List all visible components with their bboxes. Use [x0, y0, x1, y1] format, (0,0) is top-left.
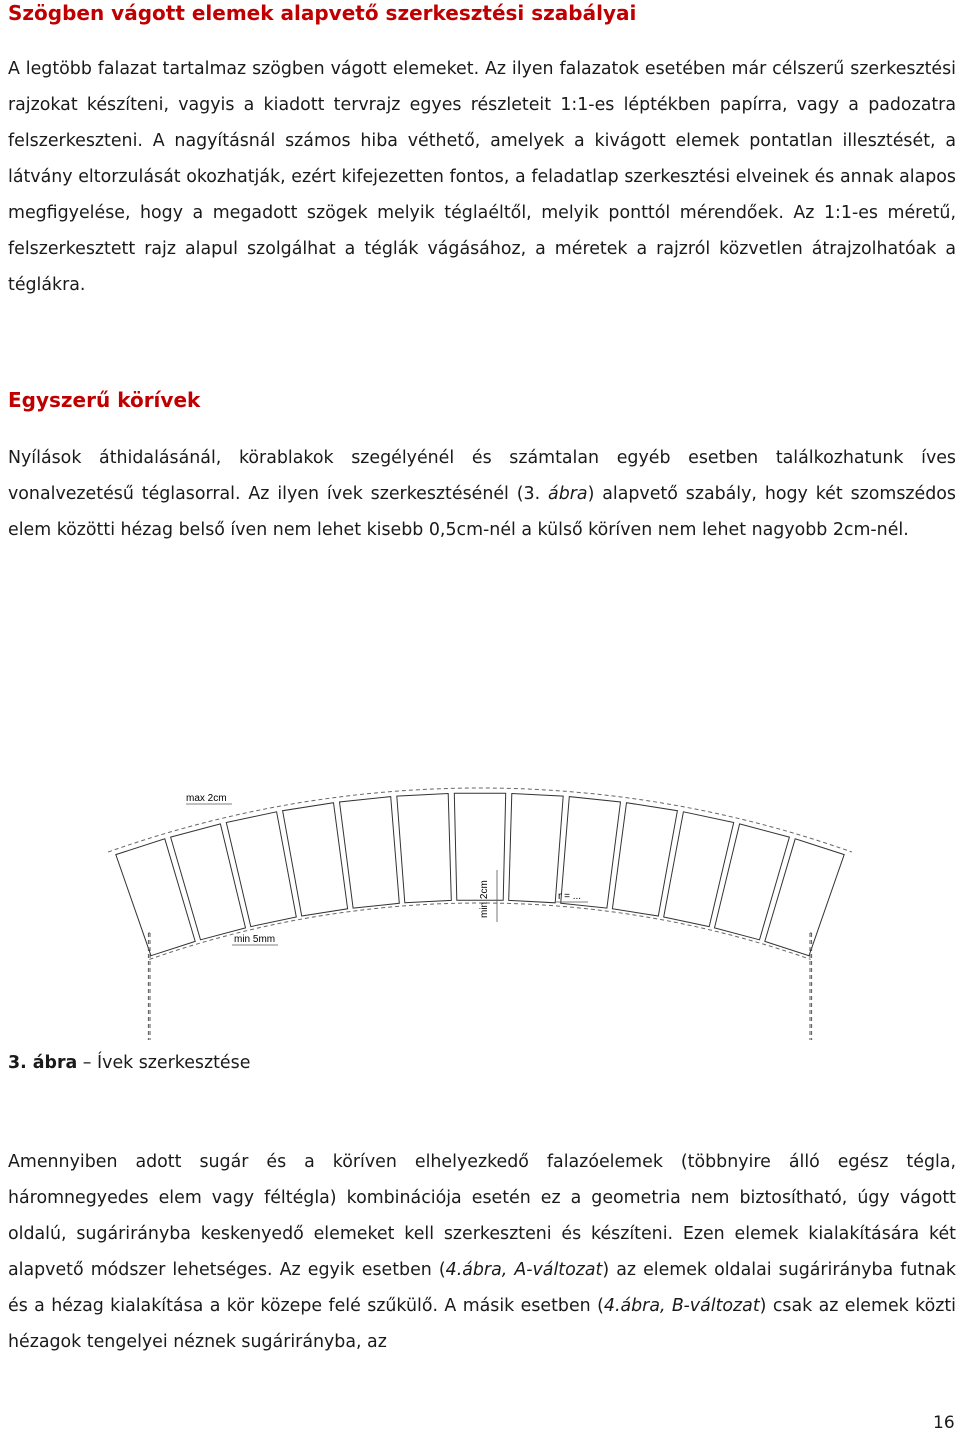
paragraph-cut-text-1: Amennyiben adott sugár és a köríven elhelyezkedő falazóelemek (többnyire álló egész tégla, háromnegyedes elem vagy féltégla) kombinációja esetén ez a geometria nem biztosítható, úgy vágott oldalú, sugárirányba keskenyedő elemeket kell szerkeszteni és készíteni. Ezen elemek kialakítására két alapvető módszer lehetséges. Az egyik esetben (	[8, 1152, 956, 1280]
arch-brick	[509, 794, 564, 903]
page-number: 16	[933, 1413, 955, 1433]
figure-ref-italic: ábra	[548, 484, 588, 504]
paragraph-arches	[8, 440, 956, 548]
figure-number: 3. ábra	[8, 1053, 78, 1073]
subsection-heading: Egyszerű körívek	[8, 388, 201, 412]
label-radius: r = ...	[558, 891, 582, 902]
label-min-5mm: min 5mm	[234, 934, 276, 945]
figure-ref-b: 4.ábra, B-változat	[603, 1296, 760, 1316]
figure-caption	[8, 1053, 250, 1073]
figure-title: – Ívek szerkesztése	[77, 1053, 251, 1073]
paragraph-arches-text-1: Nyílások áthidalásánál, körablakok szegélyénél és számtalan egyéb esetben találkozhatunk íves vonalvezetésű téglasorral. Az ilyen ívek szerkesztésénél (3.	[8, 448, 956, 504]
paragraph-cut-text-2: ) az elemek oldalai sugárirányba futnak és a hézag kialakítása a kör közepe felé szűkülő. A másik esetben (	[8, 1260, 956, 1316]
arch-construction-figure	[0, 700, 960, 1040]
paragraph-cut-text-3: ) csak az elemek közti hézagok tengelyei néznek sugárirányba, az	[8, 1296, 956, 1352]
paragraph-cut-elements	[8, 1144, 956, 1360]
paragraph-intro: A legtöbb falazat tartalmaz szögben vágott elemeket. Az ilyen falazatok esetében már célszerű szerkesztési rajzokat készíteni, vagyis a kiadott tervrajz egyes részleteit 1:1-es léptékben papírra, vagy a padozatra felszerkeszteni. A nagyításnál számos hiba véthető, amelyek a kivágott elemek pontatlan illesztését, a látvány eltorzulását okozhatják, ezért kifejezetten fontos, a feladatlap szerkesztési elveinek és annak alapos megfigyelése, hogy a megadott szögek melyik téglaéltől, melyik ponttól mérendőek. Az 1:1-es méretű, felszerkesztett rajz alapul szolgálhat a téglák vágásához, a méretek a rajzról közvetlen átrajzolhatóak a téglákra.	[8, 59, 956, 295]
figure-ref-a: 4.ábra, A-változat	[445, 1260, 603, 1280]
arch-brick	[397, 794, 452, 903]
section-heading: Szögben vágott elemek alapvető szerkesztési szabályai	[8, 1, 637, 25]
arch-brick	[340, 797, 400, 909]
label-min-2cm: min 2cm	[479, 880, 490, 918]
paragraph-arches-text-2: ) alapvető szabály, hogy két szomszédos elem közötti hézag belső íven nem lehet kisebb 0,5cm-nél a külső köríven nem lehet nagyobb 2cm-nél.	[8, 484, 956, 540]
label-max-2cm: max 2cm	[186, 793, 227, 804]
